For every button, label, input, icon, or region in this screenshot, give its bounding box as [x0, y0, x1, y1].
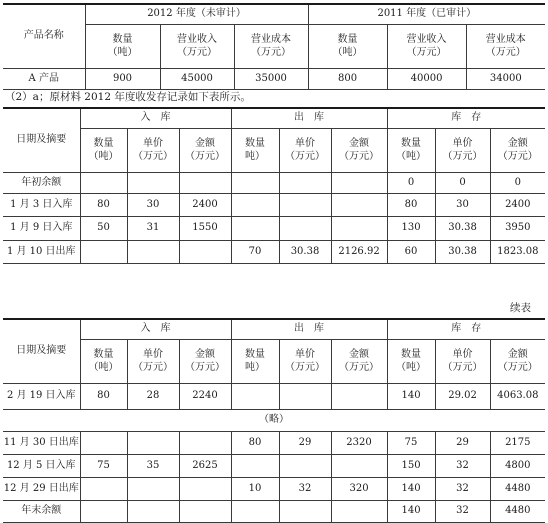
table-cell: 0 [490, 172, 545, 193]
table-row [3, 454, 545, 477]
table-cell [331, 193, 387, 216]
table-cell: 140 [387, 500, 435, 522]
table-cell: 0 [435, 172, 490, 193]
col-header-amount: 金额 （万元） [179, 339, 231, 383]
col-header-amount: 金额 （万元） [331, 339, 387, 383]
table-cell: 75 [387, 431, 435, 454]
header-date-summary: 日期及摘要 [3, 319, 80, 383]
table-cell: 140 [387, 477, 435, 500]
col-header: 营业成本 （万元） [234, 24, 308, 68]
table-cell [231, 500, 279, 522]
table-cell [279, 454, 331, 477]
table-row [3, 68, 545, 89]
table-cell: 3950 [490, 216, 545, 240]
col-header-price: 单价 （万元） [279, 128, 331, 172]
table-cell: 140 [387, 383, 435, 409]
table-cell [80, 240, 127, 263]
col-header: 营业收入 （万元） [160, 24, 234, 68]
col-header: 数量 （吨） [308, 24, 387, 68]
col-header-qty: 数量 （吨） [80, 128, 127, 172]
table-cell: 29 [279, 431, 331, 454]
table-row [3, 216, 545, 240]
col-header-price: 单价 （万元） [127, 128, 179, 172]
table-cell: 2175 [490, 431, 545, 454]
table-cell: 10 [231, 477, 279, 500]
table-row [3, 172, 545, 193]
col-header-price: 单价 （万元） [279, 339, 331, 383]
row-label: 1 月 10 日出库 [3, 240, 80, 263]
table-cell: 30 [127, 193, 179, 216]
table-cell: 80 [231, 431, 279, 454]
table-cell: 40000 [387, 68, 466, 89]
table-cell: 32 [435, 454, 490, 477]
table-cell: 2240 [179, 383, 231, 409]
table-cell [279, 172, 331, 193]
table-cell [279, 500, 331, 522]
table-cell: 30.38 [435, 216, 490, 240]
table-cell [179, 477, 231, 500]
col-header-amount: 金额 （万元） [490, 339, 545, 383]
table-cell [80, 477, 127, 500]
table-cell [279, 383, 331, 409]
table-cell [179, 500, 231, 522]
row-label: 12 月 5 日入库 [3, 454, 80, 477]
table-cell: 29.02 [435, 383, 490, 409]
header-date-summary: 日期及摘要 [3, 108, 80, 172]
table-cell: 35 [127, 454, 179, 477]
continued-label: 续表 [510, 302, 531, 314]
col-header: 营业成本 （万元） [466, 24, 545, 68]
table-cell [80, 431, 127, 454]
table-cell [331, 216, 387, 240]
table-cell [127, 240, 179, 263]
table-cell: 80 [80, 383, 127, 409]
row-label: 12 月 29 日出库 [3, 477, 80, 500]
table-row [3, 477, 545, 500]
table-cell: 50 [80, 216, 127, 240]
table-cell [279, 216, 331, 240]
header-stock: 库 存 [387, 108, 545, 128]
table-cell [331, 383, 387, 409]
table-cell: 150 [387, 454, 435, 477]
table-cell [127, 477, 179, 500]
table-cell: 800 [308, 68, 387, 89]
col-header-qty: 数量 （吨） [80, 339, 127, 383]
table-cell: 900 [85, 68, 160, 89]
table-row [3, 431, 545, 454]
header-2012: 2012 年度（未审计） [85, 4, 308, 24]
table-cell: 1550 [179, 216, 231, 240]
col-header-price: 单价 （万元） [127, 339, 179, 383]
table-cell: 80 [387, 193, 435, 216]
header-stock: 库 存 [387, 319, 545, 339]
col-header-amount: 金额 （万元） [331, 128, 387, 172]
column-header-row [3, 128, 545, 172]
table-cell [179, 240, 231, 263]
table-cell [127, 172, 179, 193]
table-cell [80, 172, 127, 193]
table-cell: 4800 [490, 454, 545, 477]
col-header-qty: 数量 吨） [231, 339, 279, 383]
header-in: 入 库 [80, 108, 231, 128]
table-cell: 1823.08 [490, 240, 545, 263]
table-cell [127, 431, 179, 454]
table-cell [179, 172, 231, 193]
row-label: 2 月 19 日入库 [3, 383, 80, 409]
col-header-amount: 金额 （万元） [179, 128, 231, 172]
header-in: 入 库 [80, 319, 231, 339]
col-header-qty: 数量 吨） [231, 128, 279, 172]
inventory-ledger-continued-table [3, 318, 545, 523]
table-cell: 32 [435, 477, 490, 500]
table-cell: 60 [387, 240, 435, 263]
table-cell: 45000 [160, 68, 234, 89]
col-header-qty: 数量 （吨） [387, 339, 435, 383]
table-cell: 32 [435, 500, 490, 522]
table-cell: 80 [80, 193, 127, 216]
table-cell: 4480 [490, 477, 545, 500]
table-cell: 320 [331, 477, 387, 500]
col-header: 营业收入 （万元） [387, 24, 466, 68]
table-cell: 4063.08 [490, 383, 545, 409]
table-cell: A 产品 [3, 68, 85, 89]
header-out: 出 库 [231, 108, 387, 128]
table-cell: 30 [435, 193, 490, 216]
col-header-amount: 金额 （万元） [490, 128, 545, 172]
table-cell: 2625 [179, 454, 231, 477]
table-row [3, 240, 545, 263]
header-out: 出 库 [231, 319, 387, 339]
table-cell: 130 [387, 216, 435, 240]
col-header-price: 单价 （万元） [435, 128, 490, 172]
table-cell: 32 [279, 477, 331, 500]
material-note: （2）a；原材料 2012 年度收发存记录如下表所示。 [5, 91, 251, 103]
table-cell: 29 [435, 431, 490, 454]
table-cell [331, 500, 387, 522]
row-label: 年末余额 [3, 500, 80, 522]
col-header: 数量 （吨） [85, 24, 160, 68]
row-label: 1 月 9 日入库 [3, 216, 80, 240]
table-cell: 31 [127, 216, 179, 240]
inventory-ledger-table [3, 107, 545, 264]
table-cell: 34000 [466, 68, 545, 89]
table-cell: 35000 [234, 68, 308, 89]
table-cell [127, 500, 179, 522]
table-cell [331, 172, 387, 193]
table-cell: 75 [80, 454, 127, 477]
table-cell: 4480 [490, 500, 545, 522]
table-cell [179, 431, 231, 454]
table-row [3, 193, 545, 216]
table-row [3, 500, 545, 522]
header-2011: 2011 年度（已审计） [308, 4, 545, 24]
table-cell: 28 [127, 383, 179, 409]
table-cell [331, 454, 387, 477]
row-label: 11 月 30 日出库 [3, 431, 80, 454]
col-header-price: 单价 （万元） [435, 339, 490, 383]
col-header-qty: 数量 （吨） [387, 128, 435, 172]
row-label: 1 月 3 日入库 [3, 193, 80, 216]
header-product-name: 产品名称 [3, 4, 85, 68]
table-cell: 2400 [179, 193, 231, 216]
table-cell: 2126.92 [331, 240, 387, 263]
table-cell [80, 500, 127, 522]
table-cell: 30.38 [435, 240, 490, 263]
table-cell: 70 [231, 240, 279, 263]
table-cell [231, 193, 279, 216]
row-label: 年初余额 [3, 172, 80, 193]
omitted-row [3, 409, 545, 431]
product-summary-table [3, 3, 545, 90]
table-cell: 2320 [331, 431, 387, 454]
table-cell: 0 [387, 172, 435, 193]
table-cell [231, 216, 279, 240]
table-row [3, 383, 545, 409]
table-cell: 2400 [490, 193, 545, 216]
table-cell: 30.38 [279, 240, 331, 263]
column-header-row [3, 24, 545, 68]
table-cell [231, 454, 279, 477]
table-cell [279, 193, 331, 216]
omitted-label: （略） [3, 409, 545, 431]
table-cell [231, 172, 279, 193]
column-header-row [3, 339, 545, 383]
table-cell [231, 383, 279, 409]
